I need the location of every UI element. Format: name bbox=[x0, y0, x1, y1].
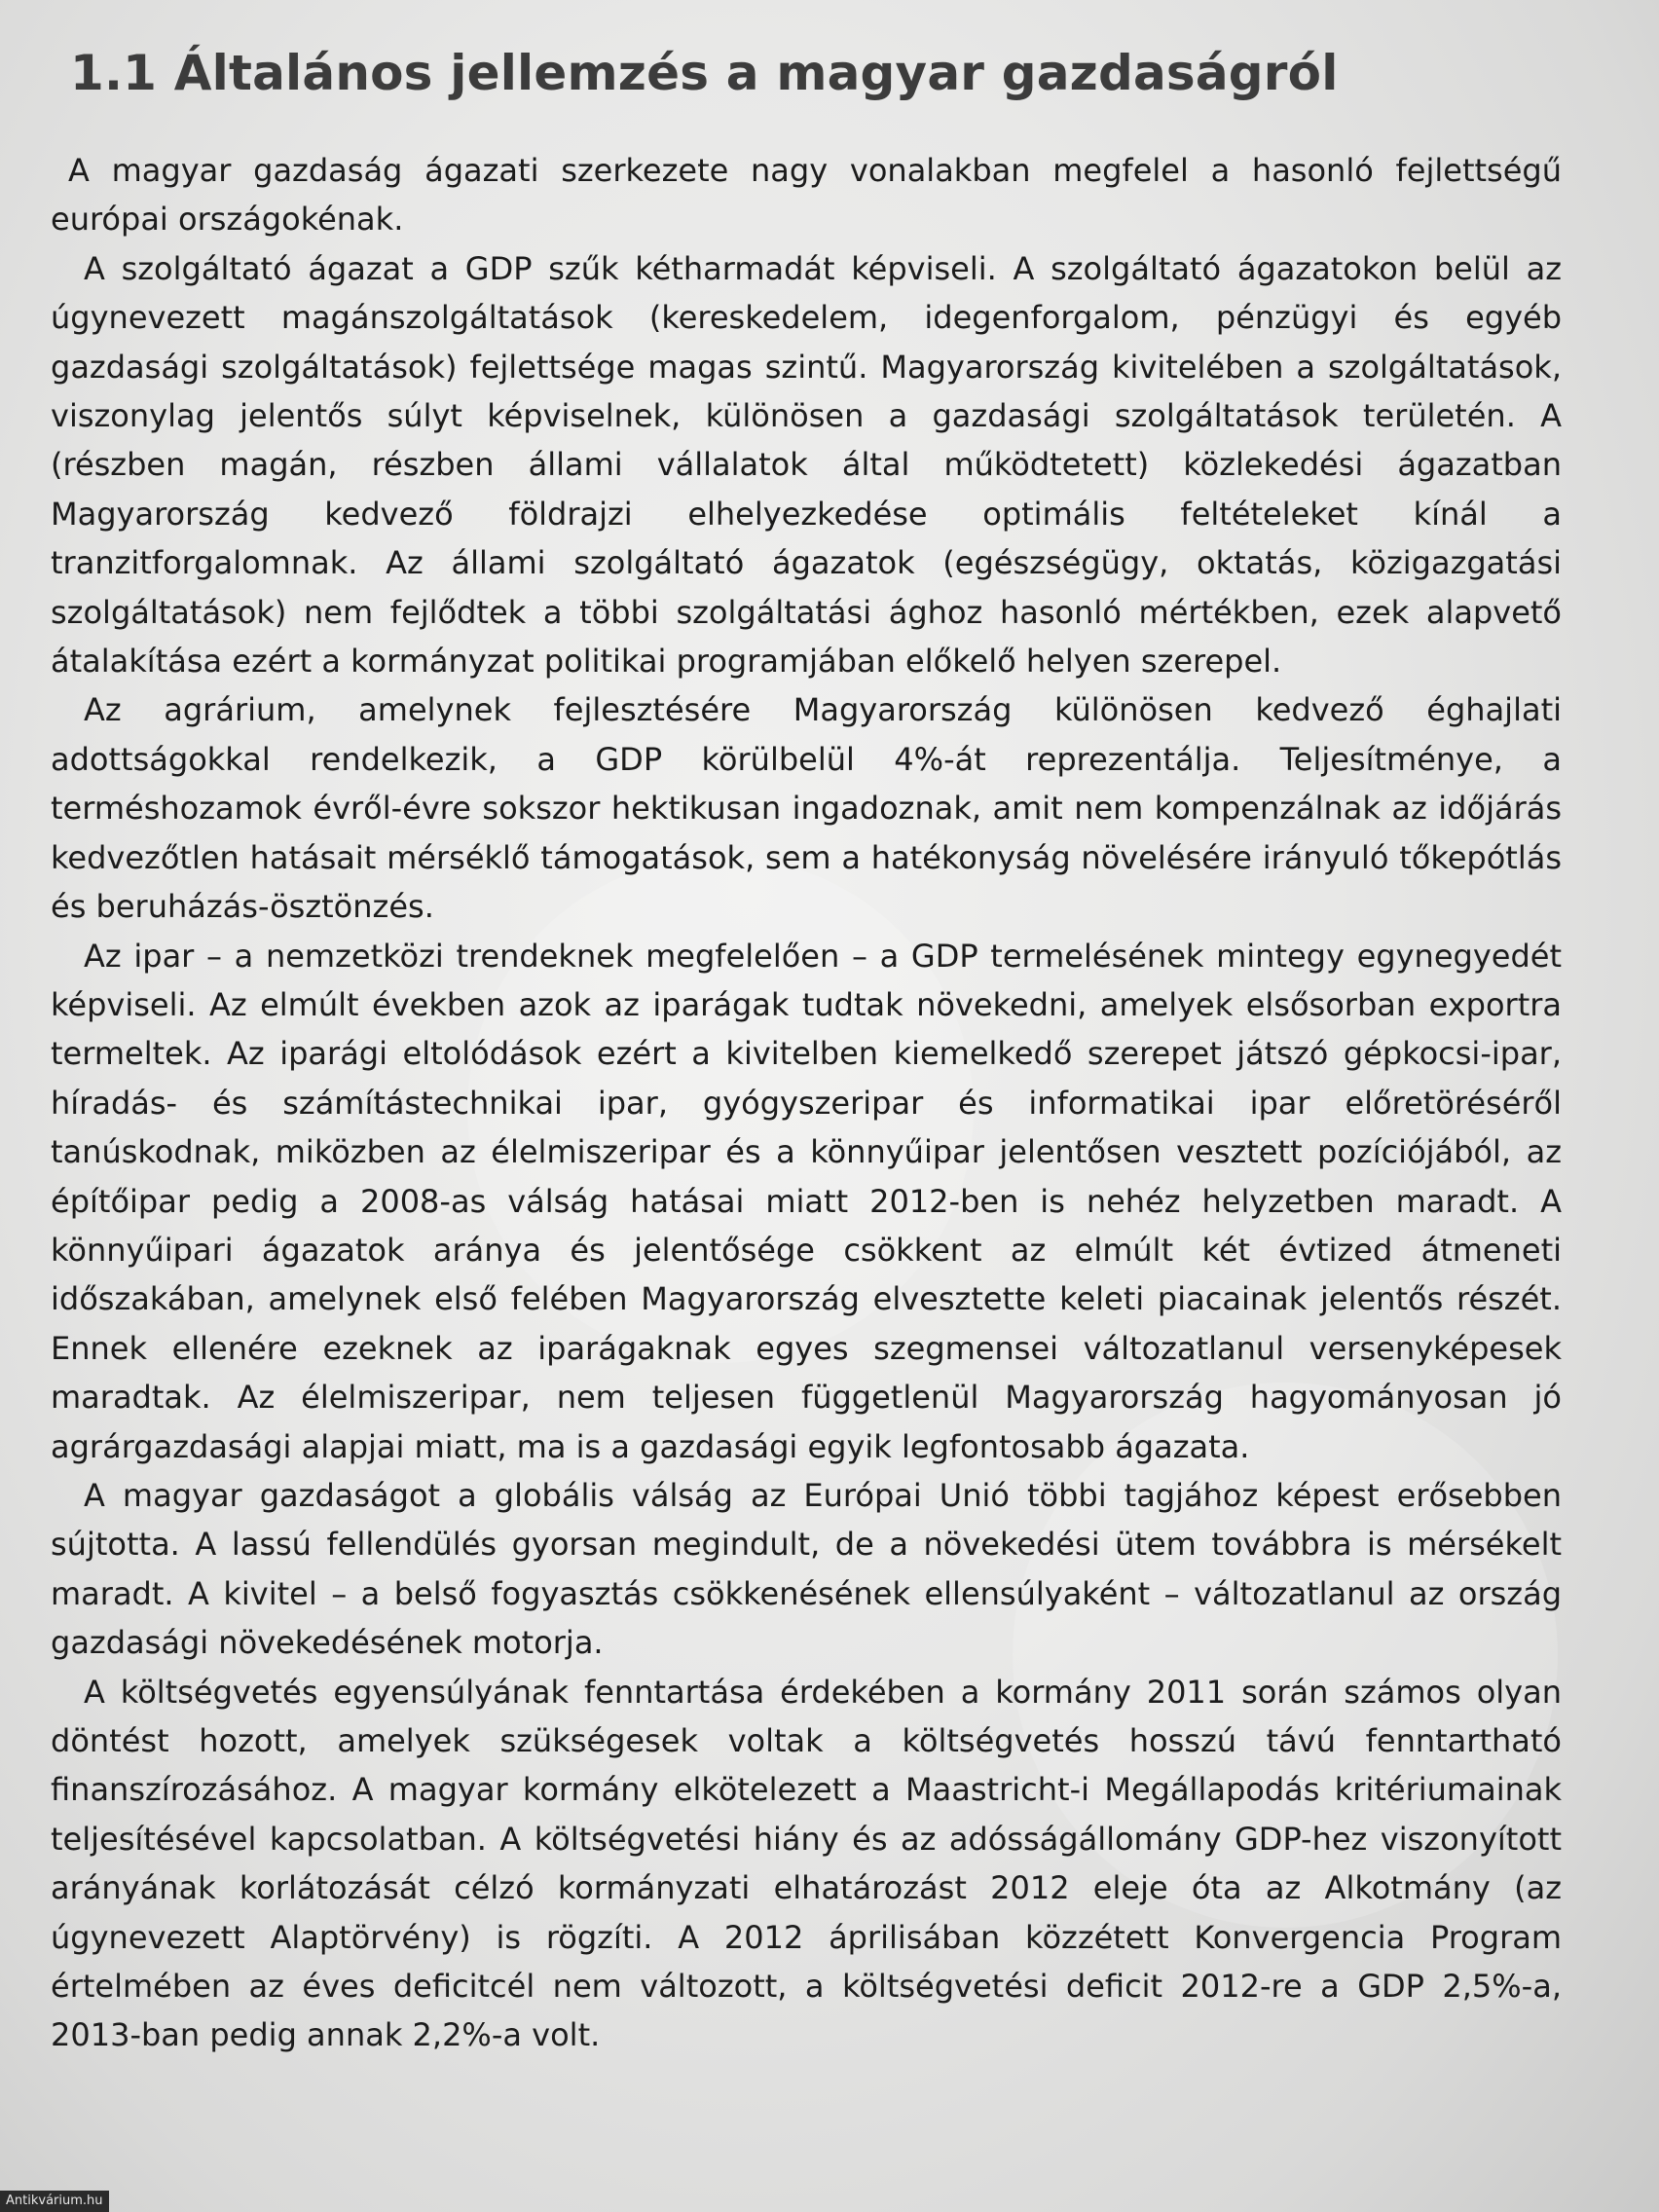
source-watermark: Antikvárium.hu bbox=[0, 2191, 109, 2212]
body-text bbox=[51, 146, 1562, 2060]
paragraph-intro: A magyar gazdaság ágazati szerkezete nagy vonalakban megfelel a hasonló fejlettségű európai országokénak. bbox=[51, 152, 1562, 239]
page-title: 1.1 Általános jellemzés a magyar gazdaságról bbox=[70, 45, 1339, 101]
paragraph-industry: Az ipar – a nemzetközi trendeknek megfelelően – a GDP termelésének mintegy egynegyedét képviseli. Az elmúlt években azok az iparágak tudtak növekedni, amelyek elsősorban exportra termeltek. Az iparági eltolódások ezért a kivitelben kiemelkedő szerepet játszó gépkocsi-ipar, híradás- és számítástechnikai ipar, gyógyszeripar és informatikai ipar előretöréséről tanúskodnak, miközben az élelmiszeripar és a könnyűipar jelentősen vesztett pozíciójából, az építőipar pedig a 2008-as válság hatásai miatt 2012-ben is nehéz helyzetben maradt. A könnyűipari ágazatok aránya és jelentősége csökkent az elmúlt két évtized átmeneti időszakában, amelynek első felében Magyarország elvesztette keleti piacainak jelentős részét. Ennek ellenére ezeknek az iparágaknak egyes szegmensei változatlanul versenyképesek maradtak. Az élelmiszeripar, nem teljesen függetlenül Magyarország hagyományosan jó agrárgazdasági alapjai miatt, ma is a gazdasági egyik legfontosabb ágazata. bbox=[51, 937, 1562, 1465]
paragraph-crisis: A magyar gazdaságot a globális válság az Európai Unió többi tagjához képest erősebben sújtotta. A lassú fellendülés gyorsan megindult, de a növekedési ütem továbbra is mérsékelt maradt. A kivitel – a belső fogyasztás csökkenésének ellensúlyaként – változatlanul az ország gazdasági növekedésének motorja. bbox=[51, 1476, 1562, 1662]
paragraph-budget: A költségvetés egyensúlyának fenntartása érdekében a kormány 2011 során számos olyan döntést hozott, amelyek szükségesek voltak a költségvetés hosszú távú fenntartható finanszírozásához. A magyar kormány elkötelezett a Maastricht-i Megállapodás kritériumainak teljesítésével kapcsolatban. A költségvetési hiány és az adósságállomány GDP-hez viszonyított arányának korlátozását célzó kormányzati elhatározást 2012 eleje óta az Alkotmány (az úgynevezett Alaptörvény) is rögzíti. A 2012 áprilisában közzétett Konvergencia Program értelmében az éves deficitcél nem változott, a költségvetési deficit 2012-re a GDP 2,5%-a, 2013-ban pedig annak 2,2%-a volt. bbox=[51, 1673, 1562, 2054]
paragraph-services: A szolgáltató ágazat a GDP szűk kétharmadát képviseli. A szolgáltató ágazatokon belül az úgynevezett magánszolgáltatások (kereskedelem, idegenforgalom, pénzügyi és egyéb gazdasági szolgáltatások) fejlettsége magas szintű. Magyarország kivitelében a szolgáltatások, viszonylag jelentős súlyt képviselnek, különösen a gazdasági szolgáltatások területén. A (részben magán, részben állami vállalatok által működtetett) közlekedési ágazatban Magyarország kedvező földrajzi elhelyezkedése optimális feltételeket kínál a tranzitforgalomnak. Az állami szolgáltató ágazatok (egészségügy, oktatás, közigazgatási szolgáltatások) nem fejlődtek a többi szolgáltatási ághoz hasonló mértékben, ezek alapvető átalakítása ezért a kormányzat politikai programjában előkelő helyen szerepel. bbox=[51, 249, 1562, 681]
paragraph-agriculture: Az agrárium, amelynek fejlesztésére Magyarország különösen kedvező éghajlati adottságokkal rendelkezik, a GDP körülbelül 4%-át reprezentálja. Teljesítménye, a terméshozamok évről-évre sokszor hektikusan ingadoznak, amit nem kompenzálnak az időjárás kedvezőtlen hatásait mérséklő támogatások, sem a hatékonyság növelésére irányuló tőkepótlás és beruházás-ösztönzés. bbox=[51, 691, 1562, 926]
